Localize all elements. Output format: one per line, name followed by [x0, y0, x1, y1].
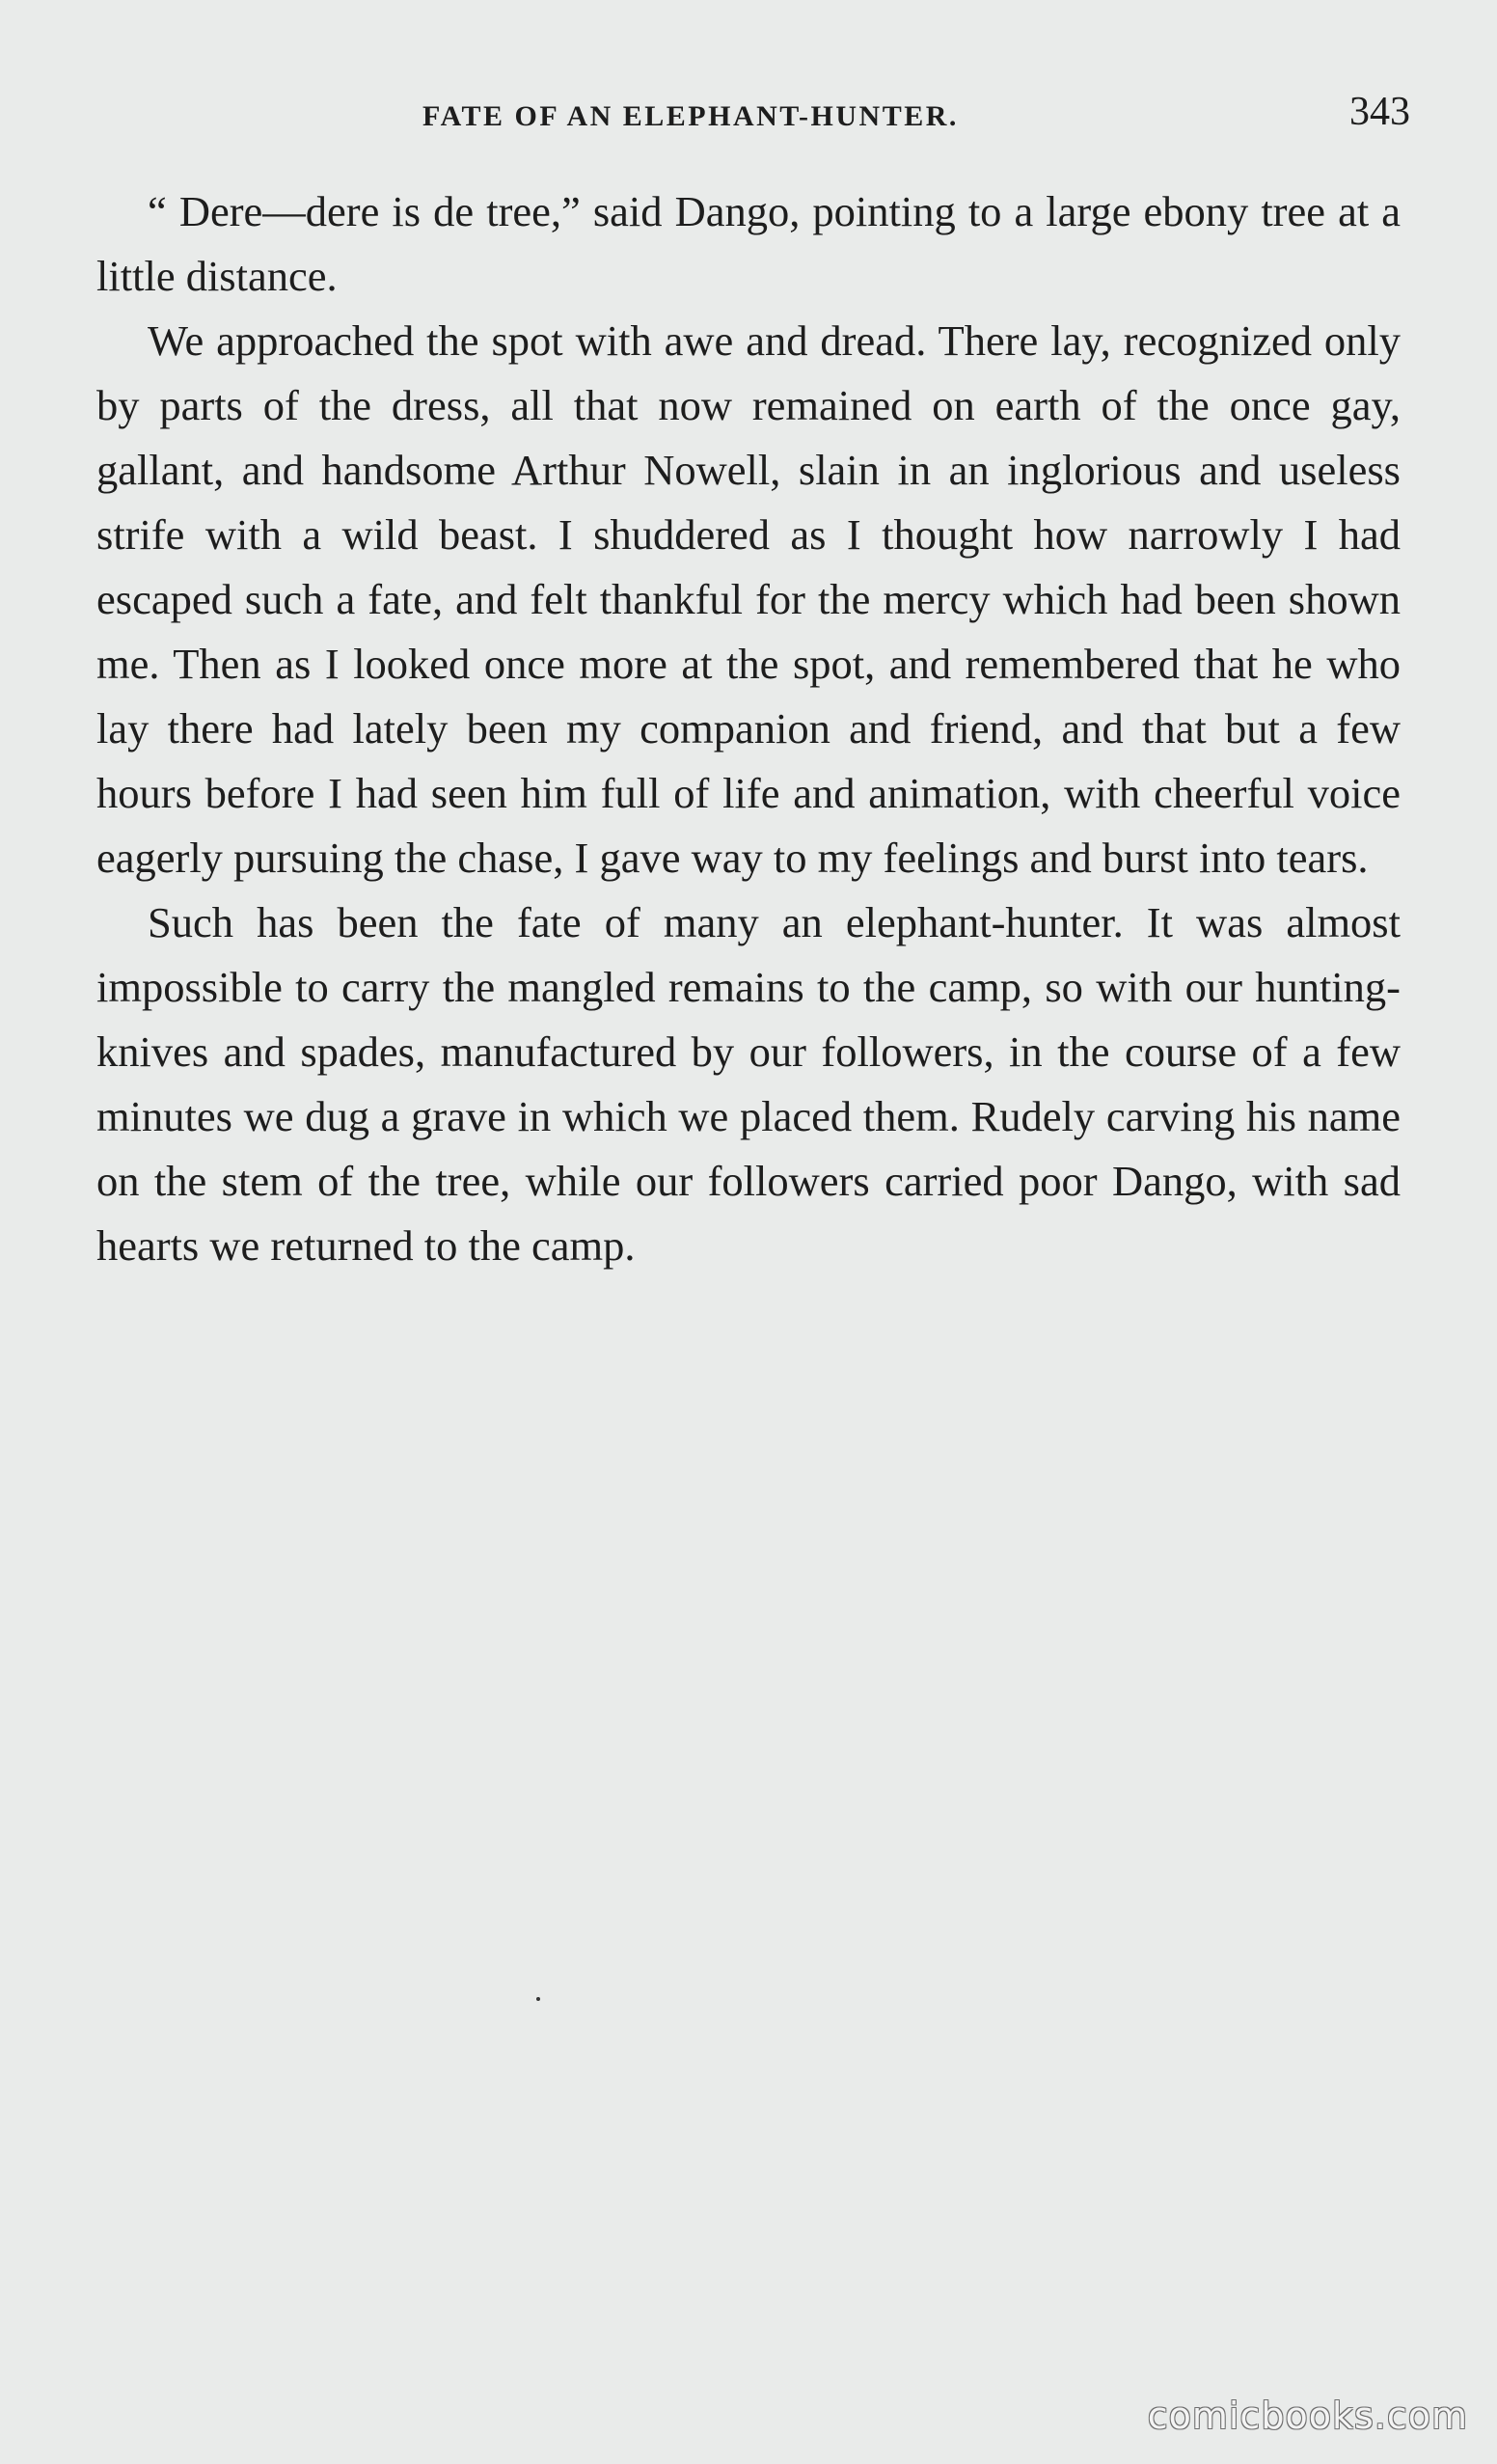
paragraph-2: We approached the spot with awe and dread. There lay, recognized only by parts of the dress, all that now remained on earth of the once gay, gallant, and handsome Arthur Nowell, slain in an inglorious and useless strife with a wild beast. I shuddered as I thought how narrowly I had escaped such a fate, and felt thankful for the mercy which had been shown me. Then as I looked once more at the spot, and remembered that he who lay there had lately been my companion and friend, and that but a few hours before I had seen him full of life and animation, with cheerful voice eagerly pursuing the chase, I gave way to my feelings and burst into tears.	[96, 316, 1401, 882]
running-head	[96, 89, 1408, 147]
running-title: FATE OF AN ELEPHANT-HUNTER.	[422, 100, 959, 132]
paragraph-1: “ Dere—dere is de tree,” said Dango, pointing to a large ebony tree at a little distance.	[96, 187, 1401, 300]
watermark: comicbooks.com	[1147, 2395, 1468, 2437]
paragraph-3: Such has been the fate of many an elephant-hunter. It was almost impossible to carry the mangled remains to the camp, so with our hunting-knives and spades, manufactured by our followers, in the course of a few minutes we dug a grave in which we placed them. Rudely carving his name on the stem of the tree, while our followers carried poor Dango, with sad hearts we returned to the camp.	[96, 898, 1401, 1270]
page-number: 343	[1349, 90, 1410, 134]
print-speck	[536, 1997, 540, 2001]
body-text	[96, 179, 1401, 1278]
